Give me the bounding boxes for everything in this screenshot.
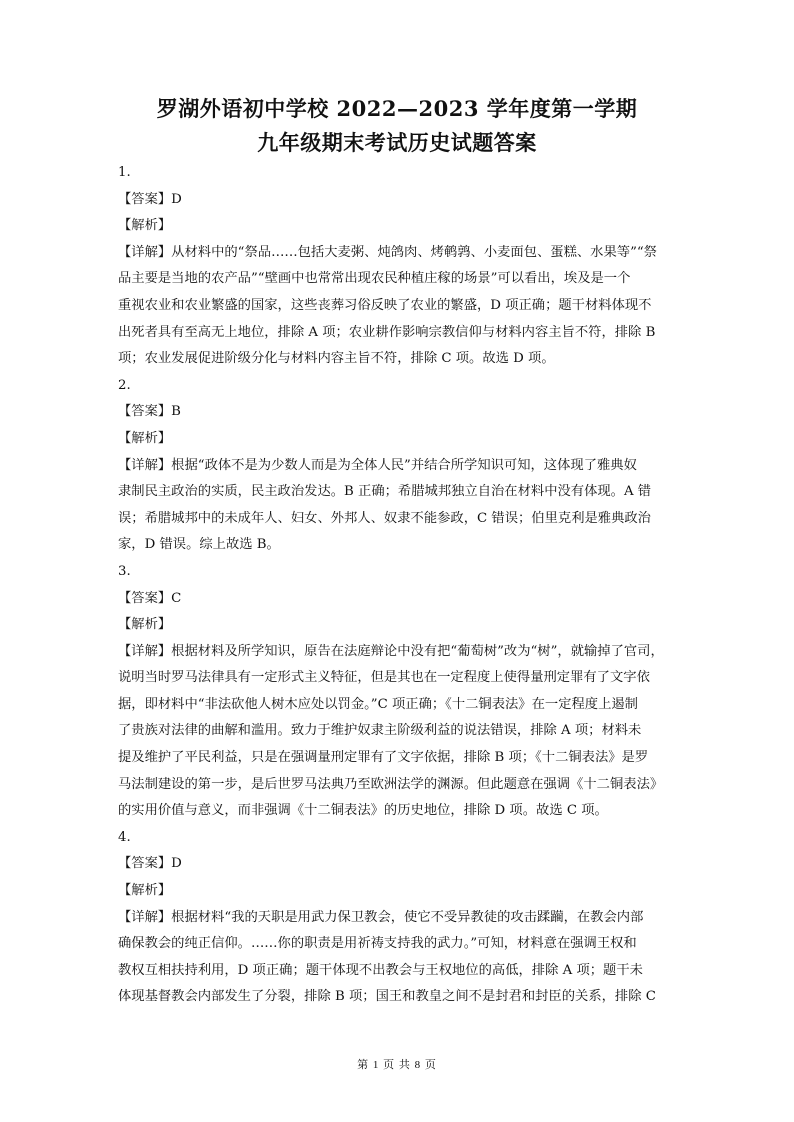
question-number: 3. bbox=[118, 563, 131, 579]
detail-line: 体现基督教会内部发生了分裂，排除 B 项；国王和教皇之间不是封君和封臣的关系，排除 C bbox=[118, 989, 656, 1005]
question-number: 1. bbox=[118, 165, 131, 180]
detail-line: 误；希腊城邦中的未成年人、妇女、外邦人、奴隶不能参政，C 错误；伯里克利是雅典政治 bbox=[118, 510, 651, 526]
question-number: 2. bbox=[118, 377, 131, 393]
answer-line: 【答案】D bbox=[118, 191, 182, 207]
detail-line: 【详解】根据材料及所学知识，原告在法庭辩论中没有把“葡萄树”改为“树”，就输掉了官司， bbox=[118, 643, 664, 659]
detail-line: 【详解】根据材料“我的天职是用武力保卫教会，使它不受异教徒的攻击蹂躏，在教会内部 bbox=[118, 909, 644, 925]
detail-line: 【详解】根据“政体不是为少数人而是为全体人民”并结合所学知识可知，这体现了雅典奴 bbox=[118, 457, 637, 473]
question-number: 4. bbox=[118, 829, 131, 845]
detail-line: 【详解】从材料中的“祭品……包括大麦粥、炖鸽肉、烤鹌鹑、小麦面包、蛋糕、水果等”“祭 bbox=[118, 244, 657, 260]
detail-line: 据，即材料中“非法砍他人树木应处以罚金。”C 项正确；《十二铜表法》在一定程度上遏制 bbox=[118, 696, 638, 712]
detail-line: 重视农业和农业繁盛的国家，这些丧葬习俗反映了农业的繁盛，D 项正确；题干材料体现不 bbox=[118, 297, 652, 313]
detail-line: 隶制民主政治的实质，民主政治发达。B 正确；希腊城邦独立自治在材料中没有体现。A 错 bbox=[118, 484, 652, 500]
detail-line: 确保教会的纯正信仰。……你的职责是用祈祷支持我的武力。”可知，材料意在强调王权和 bbox=[118, 936, 637, 952]
detail-line: 的实用价值与意义，而非强调《十二铜表法》的历史地位，排除 D 项。故选 C 项。 bbox=[118, 803, 608, 819]
detail-line: 项；农业发展促进阶级分化与材料内容主旨不符，排除 C 项。故选 D 项。 bbox=[118, 351, 555, 367]
analysis-heading: 【解析】 bbox=[118, 430, 172, 446]
detail-line: 出死者具有至高无上地位，排除 A 项；农业耕作影响宗教信仰与材料内容主旨不符，排除 B bbox=[118, 324, 656, 340]
document-title-line1: 罗湖外语初中学校 2022—2023 学年度第一学期 bbox=[156, 96, 638, 121]
document-title-line2: 九年级期末考试历史试题答案 bbox=[257, 130, 537, 155]
detail-line: 品主要是当地的农产品”“壁画中也常常出现农民种植庄稼的场景”可以看出，埃及是一个 bbox=[118, 271, 631, 287]
analysis-heading: 【解析】 bbox=[118, 218, 172, 234]
answer-line: 【答案】D bbox=[118, 856, 182, 872]
detail-line: 了贵族对法律的曲解和滥用。致力于维护奴隶主阶级利益的说法错误，排除 A 项；材料未 bbox=[118, 723, 642, 739]
detail-line: 家，D 错误。综上故选 B。 bbox=[118, 537, 280, 553]
analysis-heading: 【解析】 bbox=[118, 883, 172, 899]
analysis-heading: 【解析】 bbox=[118, 617, 172, 633]
detail-line: 马法制建设的第一步，是后世罗马法典乃至欧洲法学的渊源。但此题意在强调《十二铜表法》 bbox=[118, 776, 664, 792]
page-footer: 第 1 页 共 8 页 bbox=[357, 1059, 437, 1071]
detail-line: 教权互相扶持利用，D 项正确；题干体现不出教会与王权地位的高低，排除 A 项；题干未 bbox=[118, 962, 643, 978]
document-body bbox=[118, 160, 678, 1011]
detail-line: 提及维护了平民利益，只是在强调量刑定罪有了文字依据，排除 B 项；《十二铜表法》是罗 bbox=[118, 750, 649, 766]
answer-line: 【答案】B bbox=[118, 404, 181, 420]
answer-line: 【答案】C bbox=[118, 590, 182, 606]
detail-line: 说明当时罗马法律具有一定形式主义特征，但是其也在一定程度上使得量刑定罪有了文字依 bbox=[118, 670, 650, 686]
